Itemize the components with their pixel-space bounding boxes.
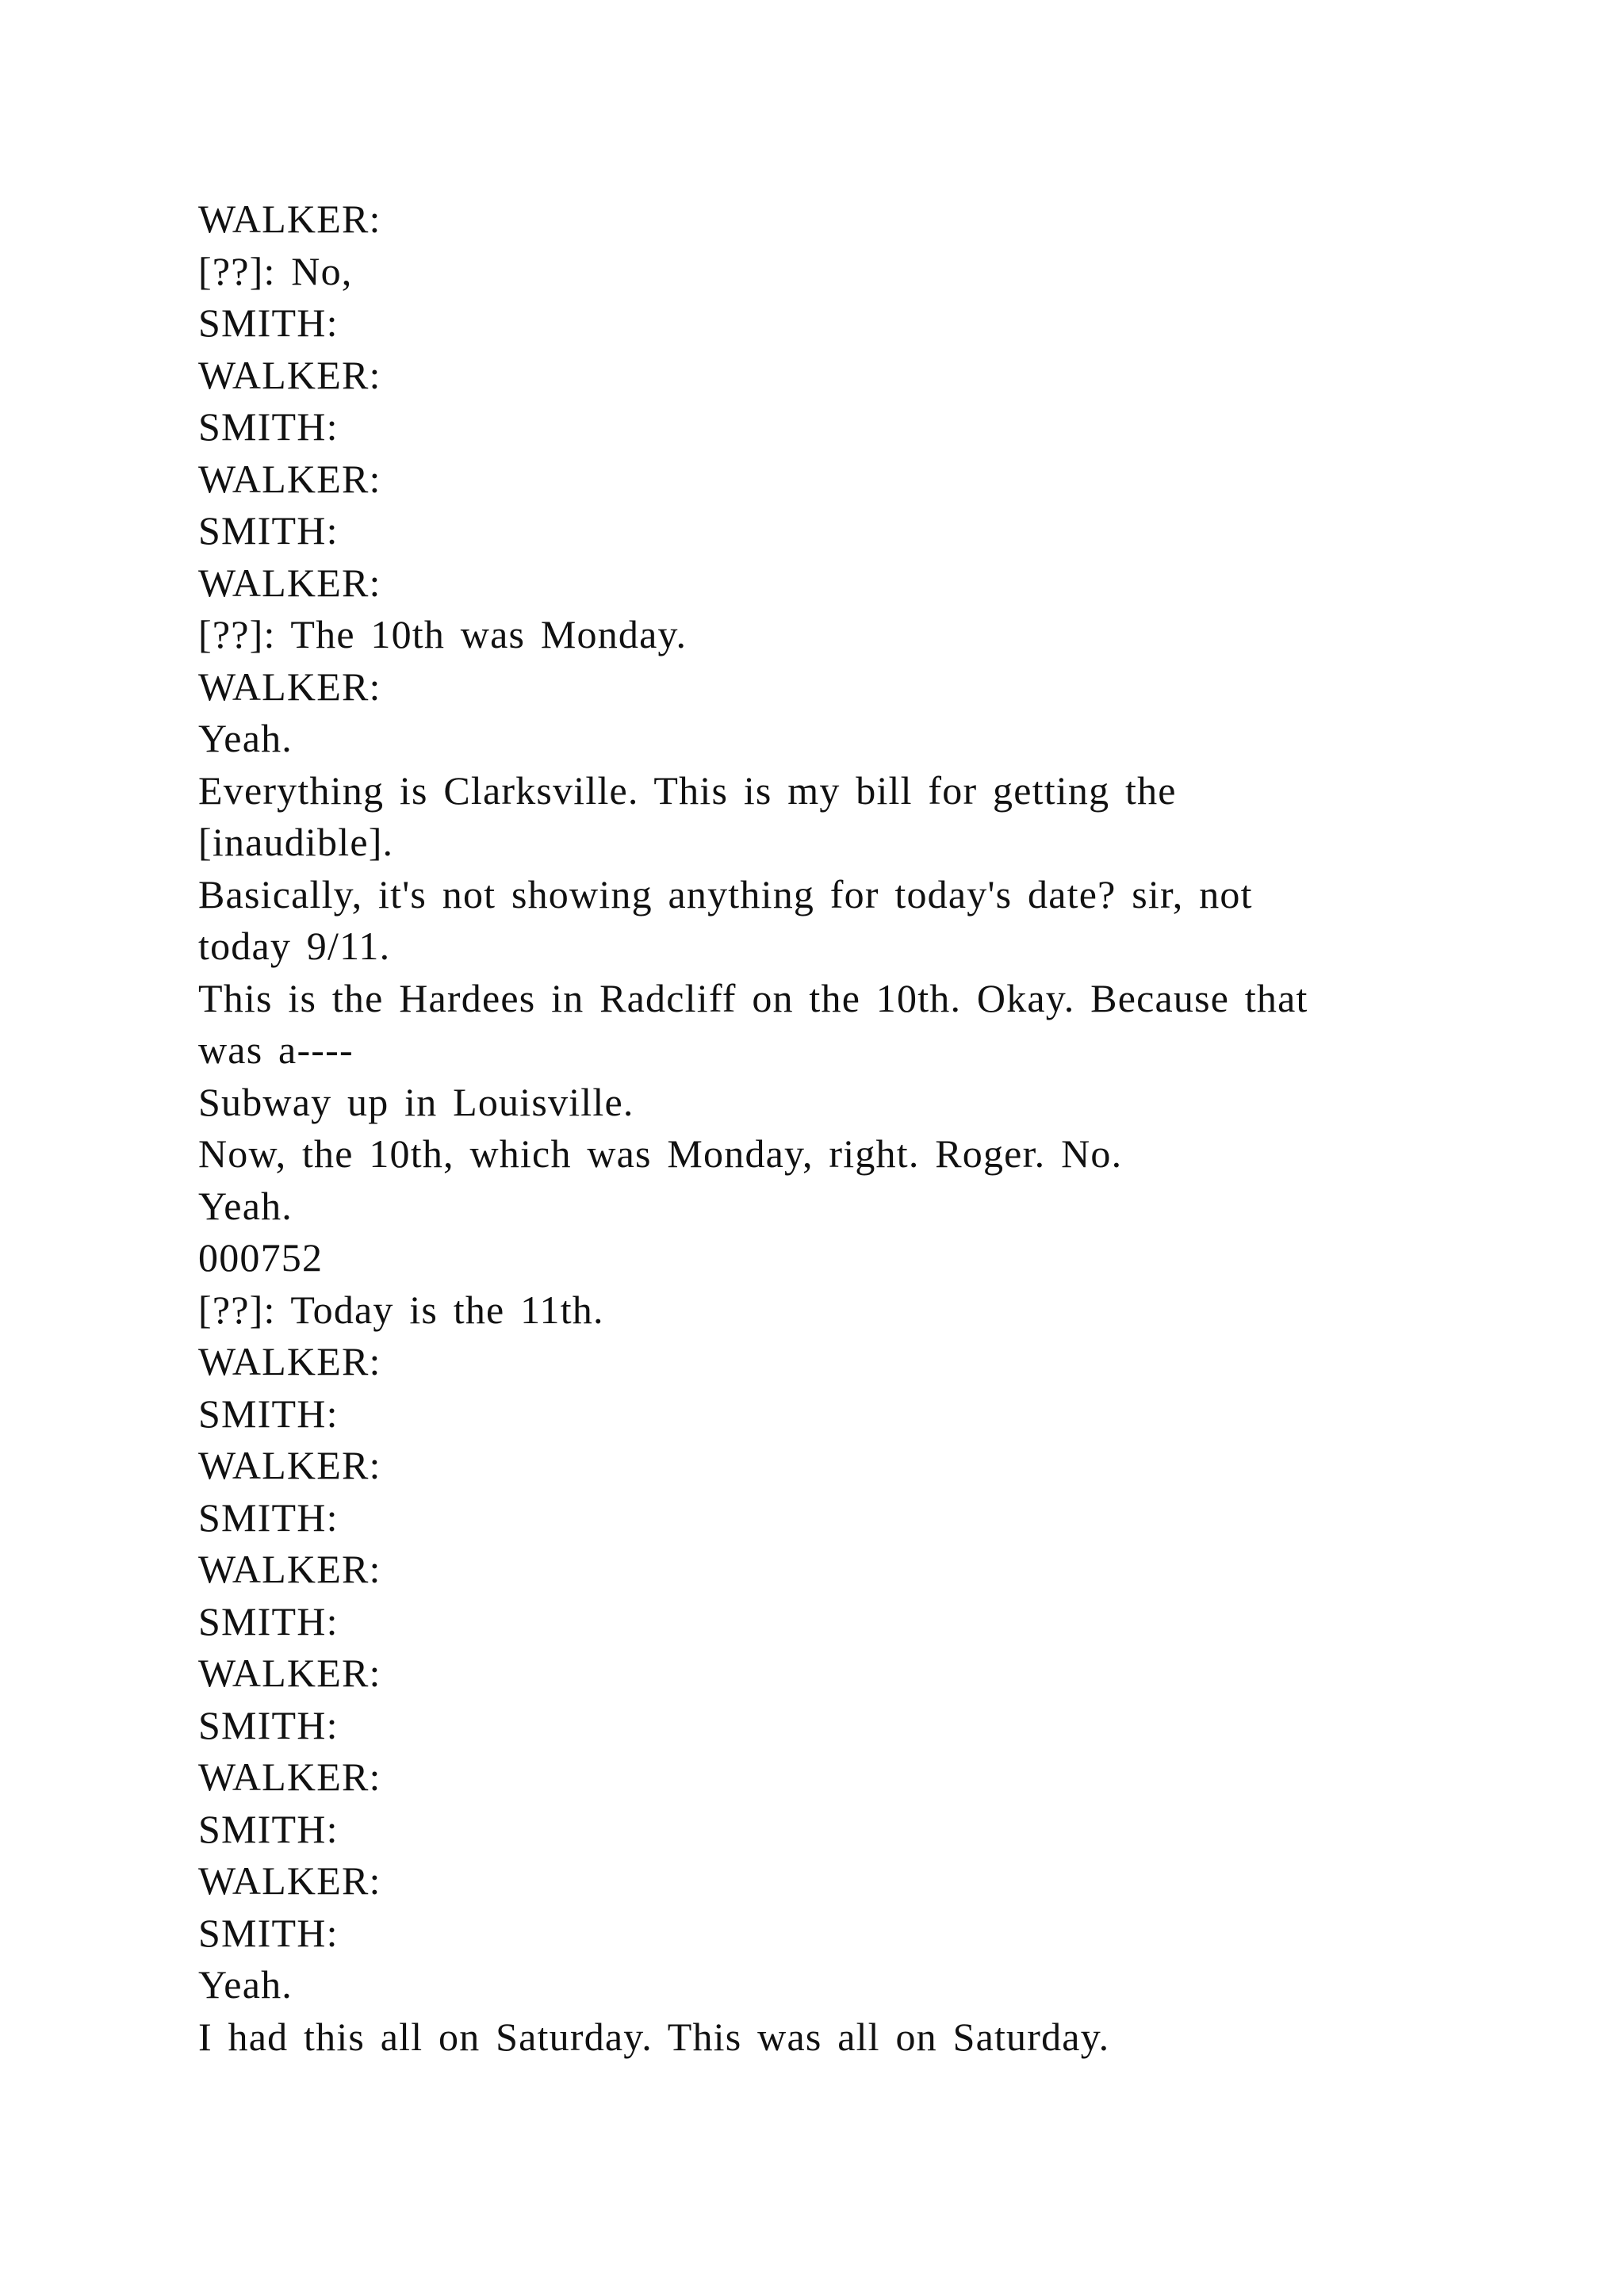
transcript-line: 000752 — [198, 1235, 324, 1280]
transcript-line: SMITH: — [198, 1702, 339, 1747]
transcript-line: Yeah. — [198, 1962, 293, 2007]
transcript-line: WALKER: — [198, 1547, 381, 1591]
transcript-line: Basically, it's not showing anything for today's date? sir, not — [198, 871, 1253, 916]
transcript-line: today 9/11. — [198, 924, 391, 968]
transcript-line: This is the Hardees in Radcliff on the 10th. Okay. Because that — [198, 975, 1308, 1020]
transcript-text — [198, 193, 1435, 2063]
transcript-line: SMITH: — [198, 1910, 339, 1955]
transcript-line: [??]: No, — [198, 248, 353, 293]
transcript-line: WALKER: — [198, 1339, 381, 1383]
transcript-line: WALKER: — [198, 352, 381, 397]
transcript-line: Yeah. — [198, 716, 293, 760]
transcript-line: SMITH: — [198, 404, 339, 449]
transcript-line: WALKER: — [198, 664, 381, 709]
transcript-line: WALKER: — [198, 456, 381, 501]
transcript-line: [inaudible]. — [198, 820, 394, 864]
transcript-line: SMITH: — [198, 300, 339, 345]
transcript-line: Subway up in Louisville. — [198, 1079, 634, 1124]
transcript-line: SMITH: — [198, 508, 339, 553]
transcript-line: [??]: The 10th was Monday. — [198, 612, 688, 656]
transcript-line: WALKER: — [198, 1858, 381, 1903]
transcript-line: WALKER: — [198, 1651, 381, 1695]
transcript-line: WALKER: — [198, 1443, 381, 1487]
transcript-line: SMITH: — [198, 1494, 339, 1540]
transcript-line: WALKER: — [198, 197, 381, 241]
transcript-line: SMITH: — [198, 1391, 339, 1436]
transcript-line: Yeah. — [198, 1183, 293, 1228]
transcript-line: WALKER: — [198, 560, 381, 605]
transcript-line: [??]: Today is the 11th. — [198, 1287, 604, 1332]
transcript-line: Now, the 10th, which was Monday, right. Roger. No. — [198, 1131, 1123, 1176]
transcript-line: SMITH: — [198, 1806, 339, 1851]
transcript-line: was a---- — [198, 1027, 354, 1072]
transcript-line: WALKER: — [198, 1755, 381, 1799]
transcript-line: SMITH: — [198, 1598, 339, 1644]
transcript-line: I had this all on Saturday. This was all on Saturday. — [198, 2014, 1110, 2059]
transcript-line: Everything is Clarksville. This is my bill for getting the — [198, 767, 1177, 813]
